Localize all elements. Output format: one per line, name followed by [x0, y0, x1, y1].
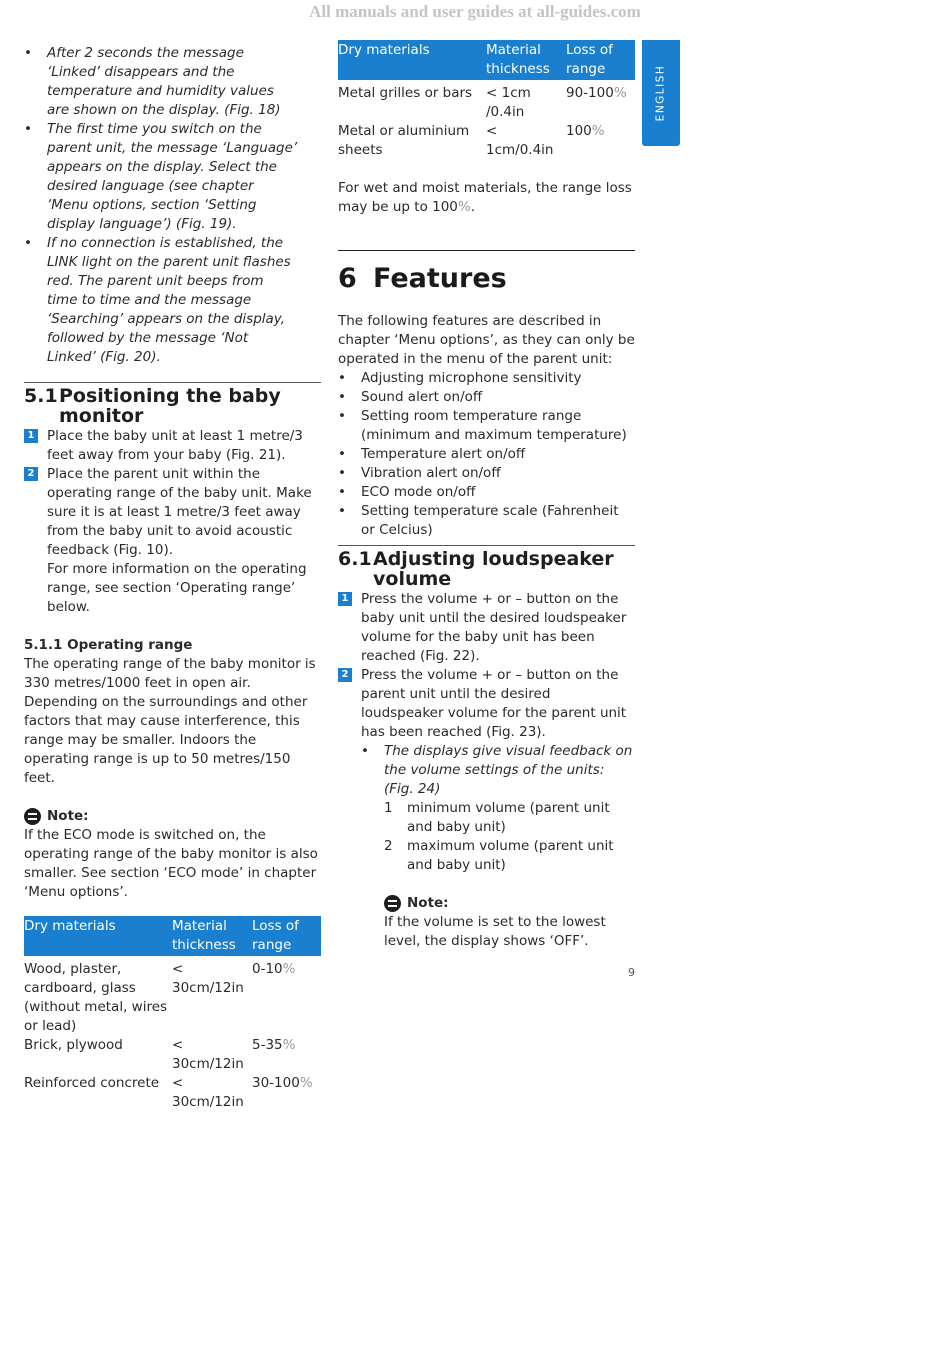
note-heading: Note: [384, 894, 635, 913]
language-tab: ENGLISH [642, 40, 680, 146]
note-icon [24, 808, 41, 825]
section-title-6-1: 6.1 Adjusting loudspeaker volume [338, 548, 614, 590]
section-divider [338, 545, 635, 546]
wet-materials-note: For wet and moist materials, the range loss may be up to 100%. [338, 180, 632, 215]
list-item: • Adjusting microphone sensitivity [338, 370, 582, 386]
materials-table-continued [338, 40, 635, 160]
chapter-title-6: 6 Features [338, 263, 507, 294]
list-item: • Setting temperature scale (Fahrenheit or Celcius) [338, 503, 619, 538]
materials-table [24, 916, 321, 1112]
chapter-divider [338, 250, 635, 251]
step-2: 2 Place the parent unit within the operating range of the baby unit. Make sure it is at least 1 metre/3 feet away from the baby unit to avoid acoustic feedback (Fig. 10). [24, 465, 321, 560]
list-item: 2 maximum volume (parent unit and baby unit) [384, 838, 614, 873]
features-list [338, 369, 635, 540]
table-row: Brick, plywood < 30cm/12in 5-35% [24, 1037, 296, 1072]
feedback-bullet [361, 742, 635, 799]
list-item: • Vibration alert on/off [338, 465, 501, 481]
watermark: All manuals and user guides at all-guides.com [309, 2, 641, 21]
note-heading: Note: [24, 807, 321, 826]
step-1: 1 Press the volume + or – button on the baby unit until the desired loudspeaker volume for the baby unit has been reached (Fig. 22). [338, 590, 635, 666]
column-header: Loss of range [252, 916, 321, 956]
list-item: • Setting room temperature range (minimum and maximum temperature) [338, 408, 627, 443]
note-icon [384, 895, 401, 912]
step-number-badge: 2 [338, 668, 352, 682]
note-text: If the ECO mode is switched on, the operating range of the baby monitor is also smaller. See section ‘ECO mode’ in chapter ‘Menu options’. [24, 827, 318, 900]
list-item: • The displays give visual feedback on the volume settings of the units: (Fig. 24) [361, 743, 633, 797]
more-info-text: For more information on the operating range, see section ‘Operating range’ below. [47, 561, 307, 615]
step-2: 2 Press the volume + or – button on the parent unit until the desired loudspeaker volume for the parent unit has been reached (Fig. 23). [338, 666, 635, 742]
step-number-badge: 2 [24, 467, 38, 481]
step-1: 1 Place the baby unit at least 1 metre/3 feet away from your baby (Fig. 21). [24, 427, 321, 465]
list-item: • Sound alert on/off [338, 389, 483, 405]
column-header: Dry materials [24, 916, 172, 956]
features-intro: The following features are described in chapter ‘Menu options’, as they can only be operated in the menu of the parent unit: [338, 313, 635, 367]
operating-range-text: The operating range of the baby monitor is 330 metres/1000 feet in open air. Depending on the surroundings and other factors that may cause interference, this range may be smaller. Indoors the operating range is up to 50 metres/150 feet. [24, 656, 316, 786]
table-row: Metal grilles or bars < 1cm /0.4in 90-100% [338, 85, 627, 120]
list-item: • The first time you switch on the parent unit, the message ‘Language’ appears on the display. Select the desired language (see chapter ‘Menu options, section ‘Setting display language’) (Fig. 19). [24, 121, 298, 232]
step-number-badge: 1 [24, 429, 38, 443]
table-row: Wood, plaster, cardboard, glass (without metal, wires or lead) < 30cm/12in 0-10% [24, 961, 296, 1034]
step-number-badge: 1 [338, 592, 352, 606]
page-number: 9 [628, 966, 635, 979]
column-header: Material thickness [486, 40, 566, 80]
subsection-title-5-1-1: 5.1.1 Operating range [24, 637, 193, 653]
right-column [338, 40, 635, 951]
table-header-row [338, 40, 635, 80]
table-row: Reinforced concrete < 30cm/12in 30-100% [24, 1075, 313, 1110]
column-header: Material thickness [172, 916, 252, 956]
list-item: 1 minimum volume (parent unit and baby unit) [384, 800, 610, 835]
section-divider [24, 382, 321, 383]
list-item: • If no connection is established, the LINK light on the parent unit flashes red. The parent unit beeps from time to time and the message ‘Searching’ appears on the display, followed by the message ‘Not Linked’ (Fig. 20). [24, 235, 291, 365]
table-header-row [24, 916, 321, 956]
intro-bullet-list [24, 44, 298, 367]
volume-levels-list [384, 799, 635, 875]
list-item: • ECO mode on/off [338, 484, 476, 500]
list-item: • Temperature alert on/off [338, 446, 526, 462]
column-header: Loss of range [566, 40, 635, 80]
table-row: Metal or aluminium sheets < 1cm/0.4in 100% [338, 123, 605, 158]
section-title-5-1: 5.1 Positioning the baby monitor [24, 385, 281, 427]
left-column [24, 40, 321, 1112]
list-item: • After 2 seconds the message ‘Linked’ disappears and the temperature and humidity values are shown on the display. (Fig. 18) [24, 45, 281, 118]
note-text: If the volume is set to the lowest level, the display shows ‘OFF’. [384, 914, 606, 949]
column-header: Dry materials [338, 40, 486, 80]
